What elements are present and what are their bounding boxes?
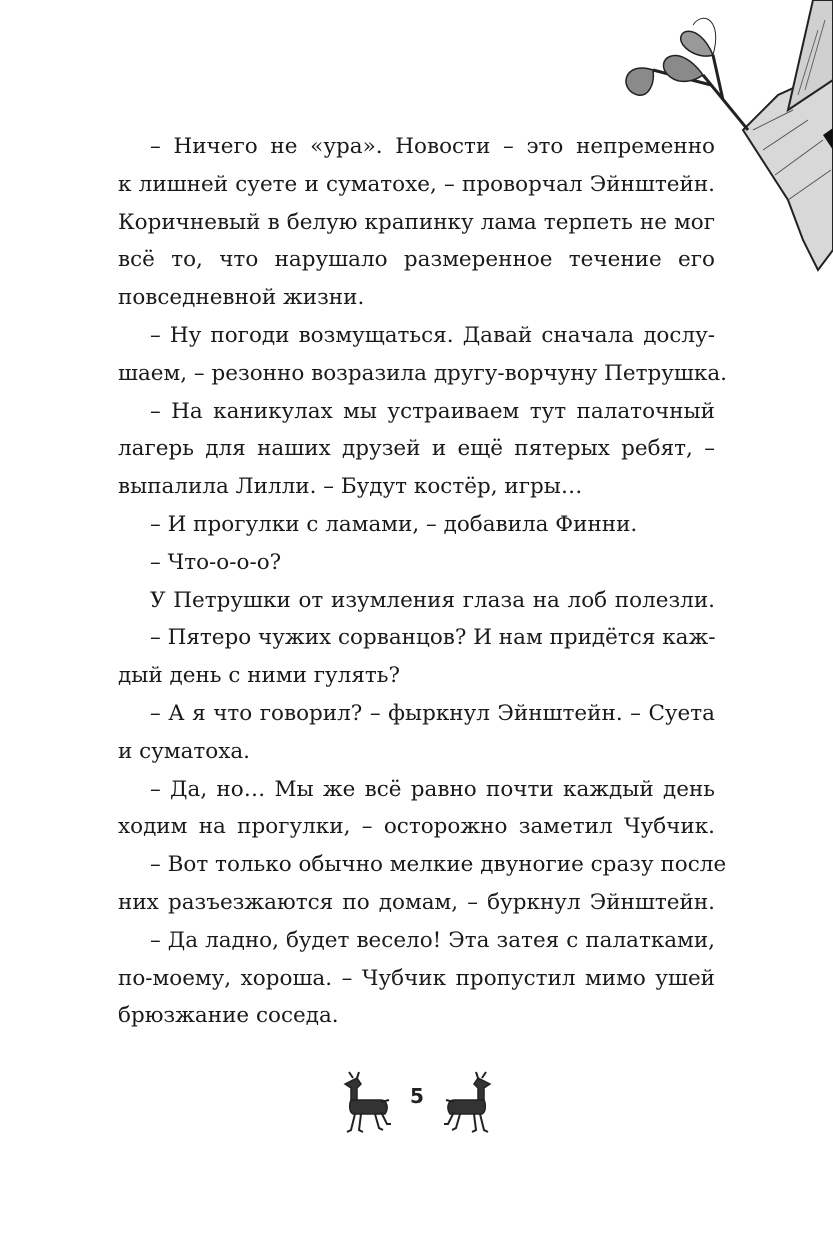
text-line: повседневной жизни.	[118, 285, 365, 311]
text-line: – Вот только обычно мелкие двуногие сразу после	[150, 852, 727, 878]
text-line: – Что-о-о-о?	[150, 549, 282, 575]
page-footer	[0, 1070, 833, 1140]
llama-icon	[440, 1070, 500, 1136]
text-line: – Пятеро чужих сорванцов? И нам придётся каж-	[150, 625, 716, 651]
text-line: – Ничего не «ура». Новости – это непременно	[150, 134, 715, 159]
text-line: Коричневый в белую крапинку лама терпеть не мог	[118, 209, 715, 235]
text-line: брюзжание соседа.	[118, 1003, 339, 1029]
text-line: к лишней суете и суматохе, – проворчал Эйнштейн.	[118, 171, 715, 197]
text-line: дый день с ними гулять?	[118, 663, 401, 689]
text-line: лагерь для наших друзей и ещё пятерых ребят, –	[118, 436, 715, 462]
text-body	[118, 128, 728, 1035]
text-line: них разъезжаются по домам, – буркнул Эйнштейн.	[118, 889, 715, 915]
text-line: – Да ладно, будет весело! Эта затея с палатками,	[150, 927, 715, 953]
text-line: шаем, – резонно возразила другу-ворчуну Петрушка.	[118, 360, 728, 386]
page-number: 5	[410, 1084, 424, 1108]
text-line: ходим на прогулки, – осторожно заметил Чубчик.	[118, 814, 715, 840]
text-line: – Ну погоди возмущаться. Давай сначала дослу-	[150, 322, 715, 348]
text-line: У Петрушки от изумления глаза на лоб полезли.	[150, 587, 715, 613]
llama-icon	[335, 1070, 395, 1136]
text-line: – А я что говорил? – фыркнул Эйнштейн. – Суета	[150, 700, 715, 726]
text-line: – И прогулки с ламами, – добавила Финни.	[150, 511, 638, 537]
text-line: – На каникулах мы устраиваем тут палаточный	[150, 398, 715, 424]
text-line: всё то, что нарушало размеренное течение его	[118, 247, 715, 273]
text-line: – Да, но… Мы же всё равно почти каждый день	[150, 776, 715, 802]
text-line: выпалила Лилли. – Будут костёр, игры…	[118, 474, 583, 500]
text-line: по-моему, хороша. – Чубчик пропустил мимо ушей	[118, 965, 715, 991]
text-line: и суматоха.	[118, 738, 251, 764]
